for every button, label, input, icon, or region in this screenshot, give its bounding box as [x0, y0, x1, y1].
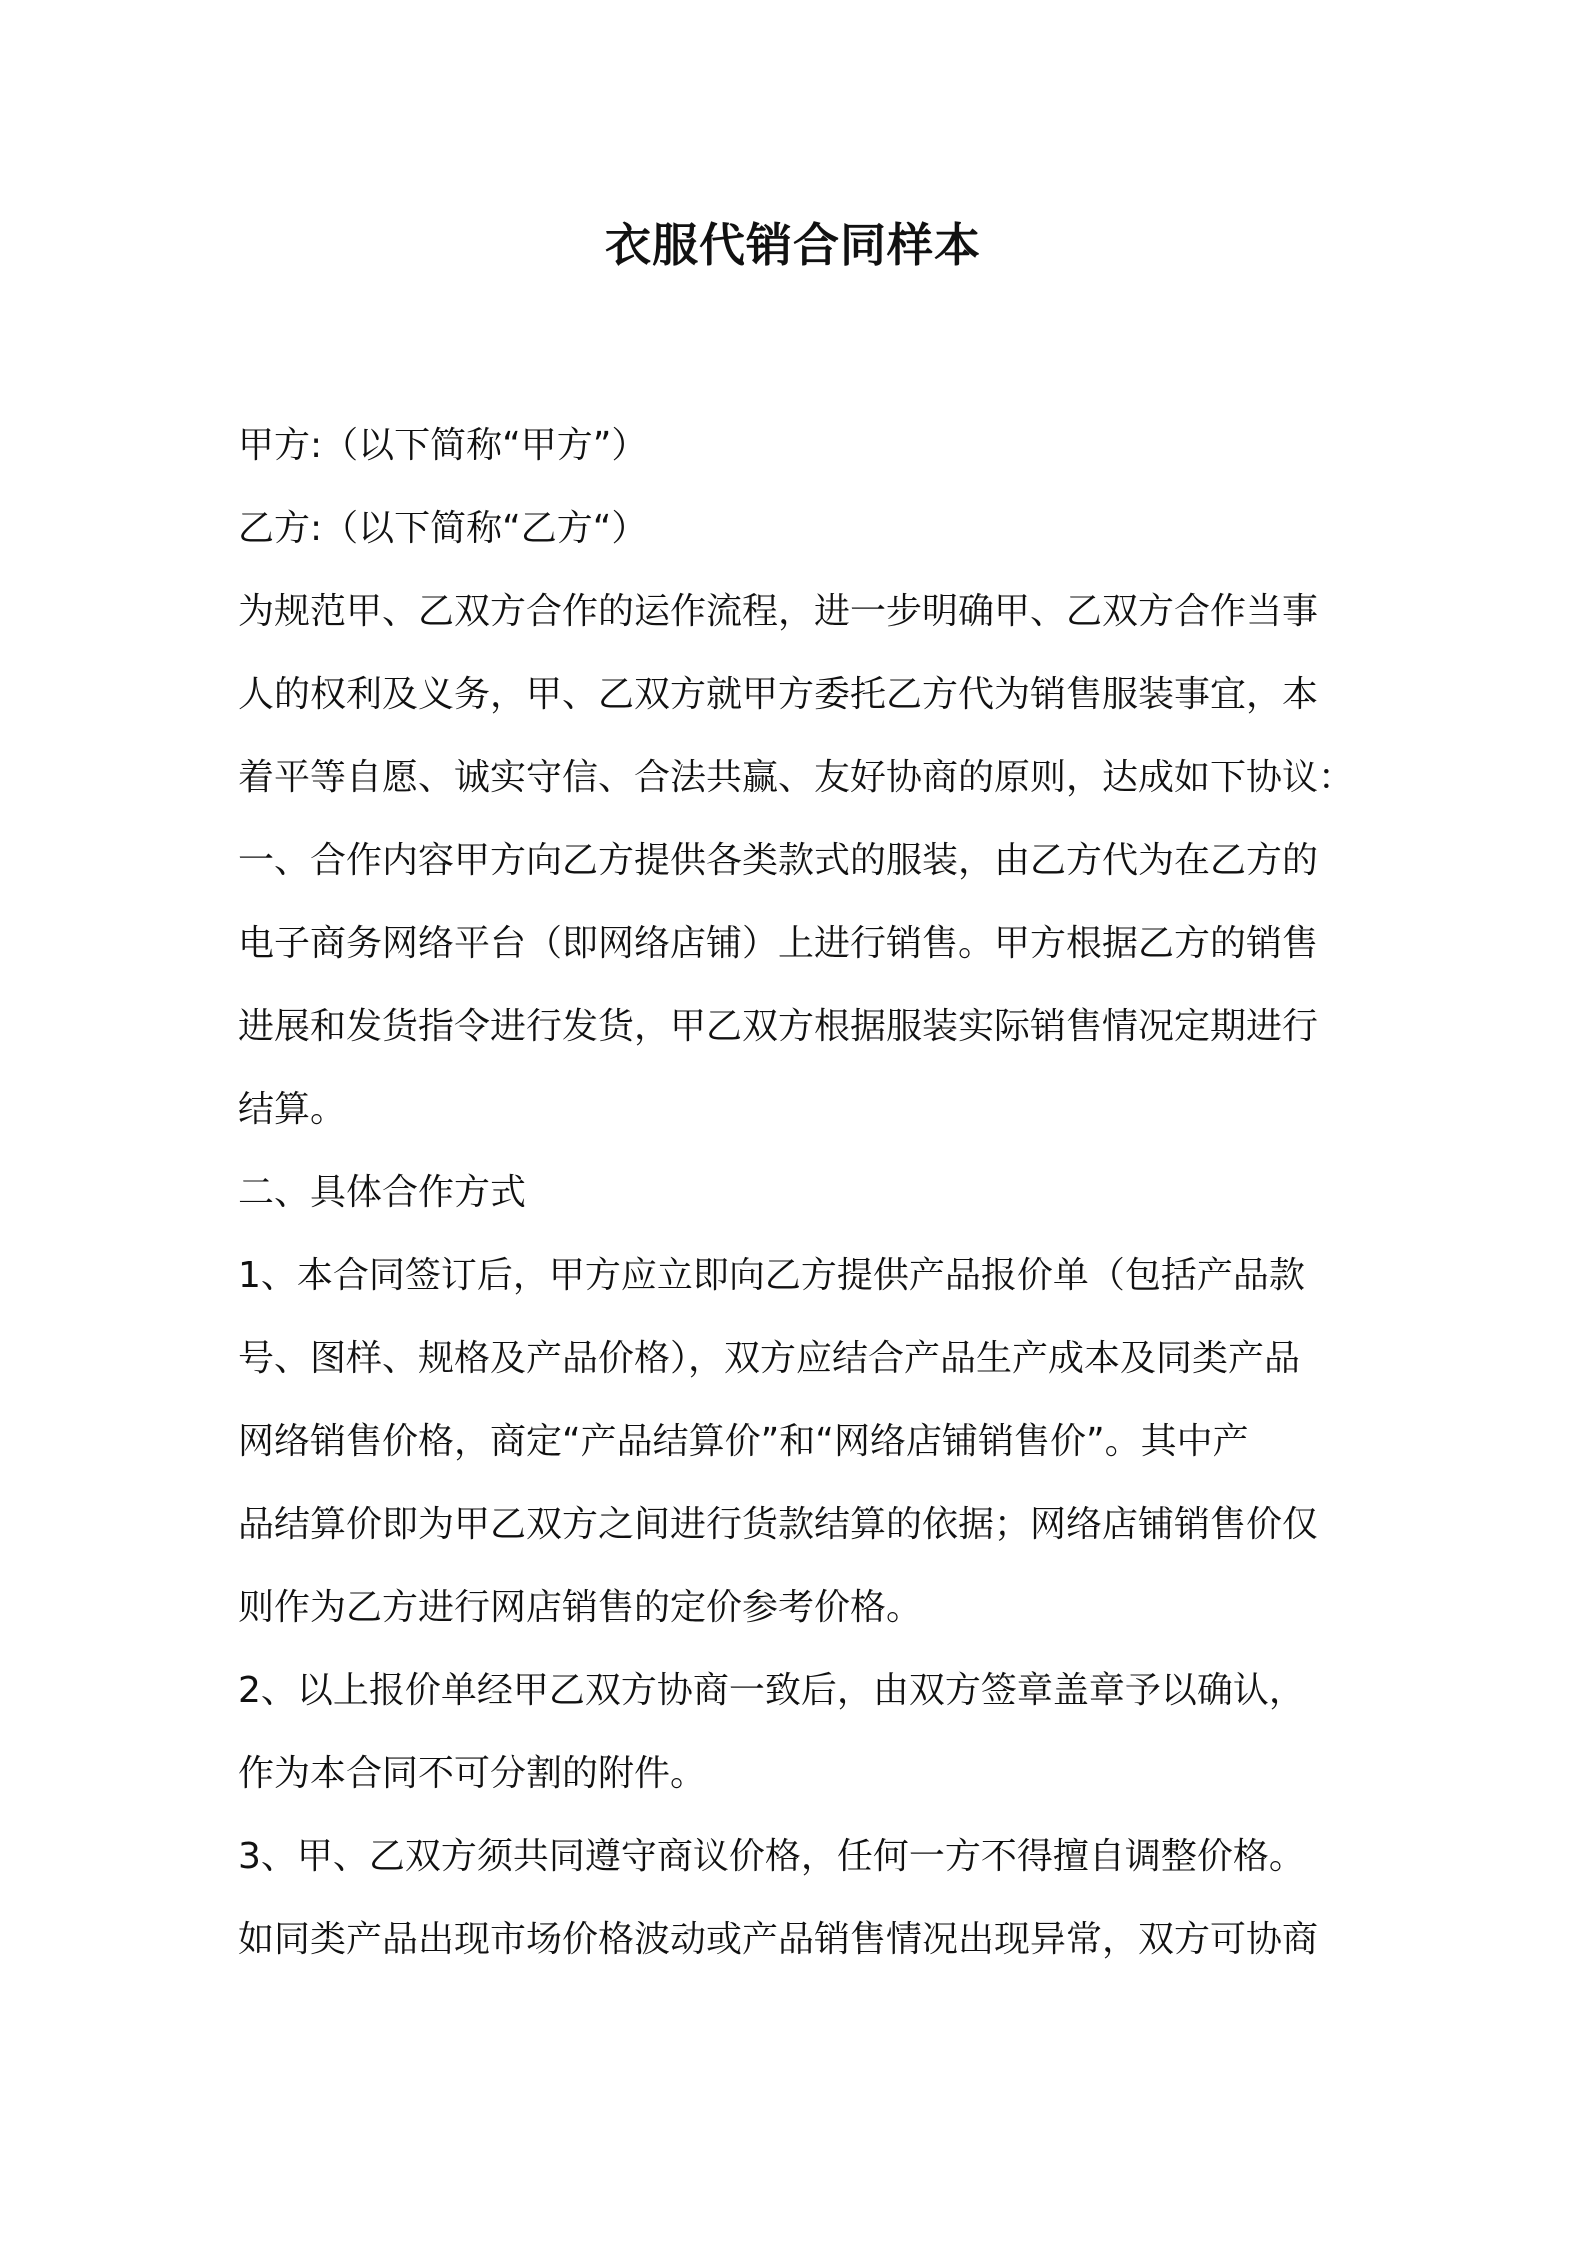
- paragraph-line: 为规范甲、乙双方合作的运作流程，进一步明确甲、乙双方合作当事: [238, 591, 1319, 632]
- paragraph-line: 人的权利及义务，甲、乙双方就甲方委托乙方代为销售服装事宜，本: [238, 674, 1319, 715]
- paragraph-line: 如同类产品出现市场价格波动或产品销售情况出现异常，双方可协商: [238, 1919, 1319, 1960]
- paragraph-line: 号、图样、规格及产品价格），双方应结合产品生产成本及同类产品: [238, 1338, 1301, 1379]
- party-b-line: 乙方:（以下简称“乙方“）: [238, 508, 648, 549]
- paragraph-line: 则作为乙方进行网店销售的定价参考价格。: [238, 1587, 923, 1628]
- paragraph-line: 进展和发货指令进行发货，甲乙双方根据服装实际销售情况定期进行: [238, 1006, 1319, 1047]
- paragraph-line: 品结算价即为甲乙双方之间进行货款结算的依据；网络店铺销售价仅: [238, 1504, 1319, 1545]
- paragraph-line: 着平等自愿、诚实守信、合法共赢、友好协商的原则，达成如下协议：: [238, 757, 1355, 798]
- document-body: [238, 404, 1355, 1981]
- clause-two-line: 2、以上报价单经甲乙双方协商一致后，由双方签章盖章予以确认，: [238, 1670, 1305, 1711]
- party-a-line: 甲方:（以下简称“甲方”）: [238, 425, 648, 466]
- paragraph-line: 网络销售价格，商定“产品结算价”和“网络店铺销售价”。其中产: [238, 1421, 1249, 1462]
- section-one-line: 一、合作内容甲方向乙方提供各类款式的服装，由乙方代为在乙方的: [238, 840, 1319, 881]
- section-two-heading: 二、具体合作方式: [238, 1172, 527, 1213]
- paragraph-line: 电子商务网络平台（即网络店铺）上进行销售。甲方根据乙方的销售: [238, 923, 1319, 964]
- paragraph-line: 作为本合同不可分割的附件。: [238, 1753, 707, 1794]
- clause-three-line: 3、甲、乙双方须共同遵守商议价格，任何一方不得擅自调整价格。: [238, 1836, 1305, 1877]
- paragraph-line: 结算。: [238, 1089, 347, 1130]
- document-title: 衣服代销合同样本: [605, 218, 981, 272]
- clause-one-line: 1、本合同签订后，甲方应立即向乙方提供产品报价单（包括产品款: [238, 1255, 1305, 1296]
